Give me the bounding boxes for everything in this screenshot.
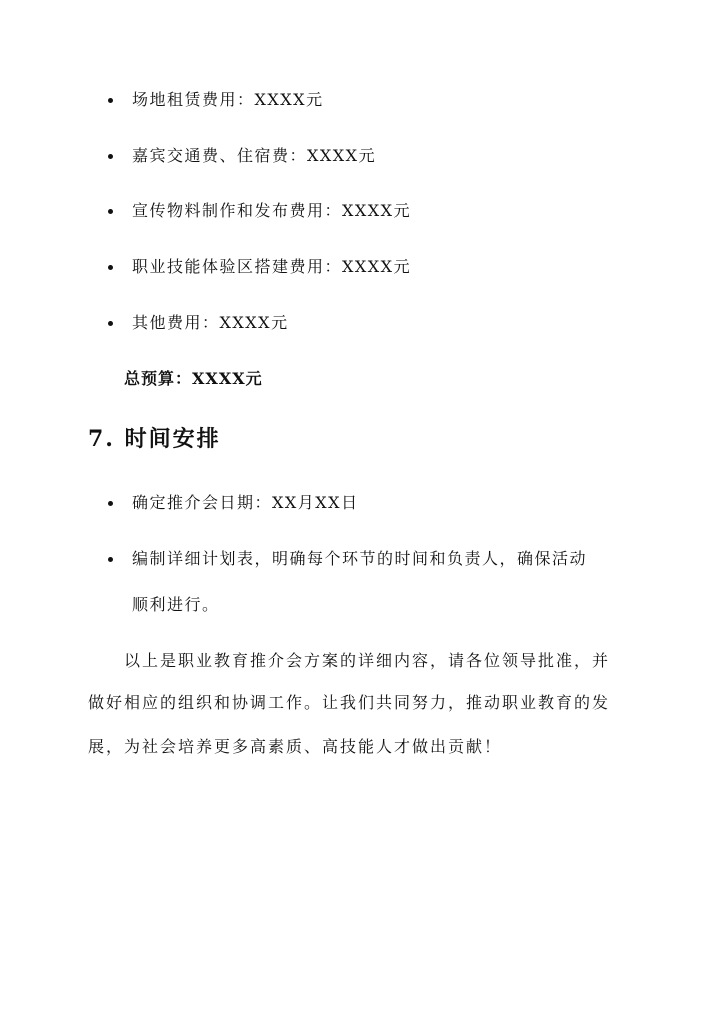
schedule-item-continuation: 顺利进行。 (132, 595, 220, 614)
bullet-icon (108, 321, 113, 326)
closing-paragraph-line: 以上是职业教育推介会方案的详细内容，请各位领导批准，并 (124, 651, 611, 670)
section-heading: 7. 时间安排 (88, 426, 221, 452)
closing-paragraph-line: 展，为社会培养更多高素质、高技能人才做出贡献！ (88, 737, 503, 756)
bullet-icon (108, 557, 113, 562)
budget-total: 总预算：XXXX元 (124, 369, 263, 388)
bullet-icon (108, 265, 113, 270)
bullet-icon (108, 209, 113, 214)
budget-item-text: 嘉宾交通费、住宿费：XXXX元 (132, 146, 377, 165)
budget-item-text: 其他费用：XXXX元 (132, 313, 289, 332)
bullet-icon (108, 154, 113, 159)
budget-item-text: 宣传物料制作和发布费用：XXXX元 (132, 201, 412, 220)
schedule-item-text: 编制详细计划表，明确每个环节的时间和负责人，确保活动 (132, 549, 588, 568)
schedule-item-text: 确定推介会日期：XX月XX日 (132, 493, 359, 512)
bullet-icon (108, 98, 113, 103)
budget-item-text: 职业技能体验区搭建费用：XXXX元 (132, 257, 412, 276)
bullet-icon (108, 501, 113, 506)
budget-item-text: 场地租赁费用：XXXX元 (132, 90, 324, 109)
closing-paragraph-line: 做好相应的组织和协调工作。让我们共同努力，推动职业教育的发 (88, 693, 611, 712)
